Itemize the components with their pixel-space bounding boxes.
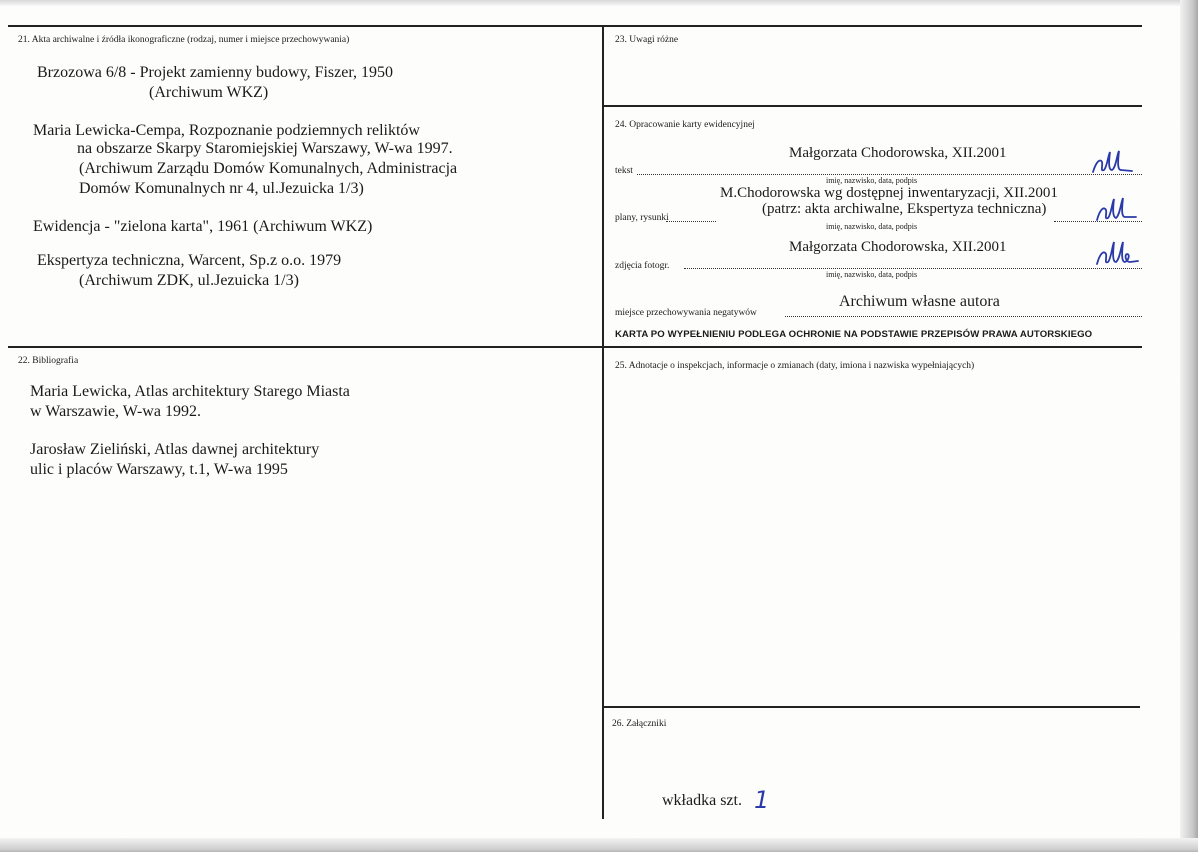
archive-entry-4-location: (Archiwum ZDK, ul.Jezuicka 1/3)	[79, 272, 299, 289]
signature-zdjecia	[1094, 238, 1140, 270]
signature-tekst	[1090, 148, 1134, 178]
scan-edge-bottom	[0, 838, 1198, 852]
archive-entry-4: Ekspertyza techniczna, Warcent, Sp.z o.o. 1979	[37, 252, 342, 269]
tekst-value: Małgorzata Chodorowska, XII.2001	[789, 145, 1007, 161]
archive-entry-1: Brzozowa 6/8 - Projekt zamienny budowy, Fiszer, 1950	[37, 64, 394, 81]
scan-edge-top	[0, 0, 1198, 6]
archive-entry-1-location: (Archiwum WKZ)	[149, 84, 269, 101]
bibliography-entry-1: Maria Lewicka, Atlas architektury Starego Miasta	[30, 383, 350, 400]
archive-entry-2-line3: (Archiwum Zarządu Domów Komunalnych, Administracja	[79, 160, 458, 177]
section-22-label: 22. Bibliografia	[18, 356, 79, 366]
top-rule	[8, 25, 1142, 27]
archive-entry-2: Maria Lewicka-Cempa, Rozpoznanie podziemnych reliktów	[33, 122, 420, 139]
tekst-label: tekst	[615, 166, 633, 176]
scan-edge-right	[1180, 0, 1198, 852]
zdjecia-dotted-line	[684, 268, 1142, 269]
section-23-label: 23. Uwagi różne	[615, 35, 679, 45]
tekst-dotted-line	[637, 174, 1142, 175]
section-26-label: 26. Załączniki	[612, 719, 667, 729]
copyright-notice: KARTA PO WYPEŁNIENIU PODLEGA OCHRONIE NA PODSTAWIE PRZEPISÓW PRAWA AUTORSKIEGO	[615, 329, 1093, 340]
section-25-label: 25. Adnotacje o inspekcjach, informacje o zmianach (daty, imiona i nazwiska wypełniających)	[615, 361, 975, 371]
zdjecia-value: Małgorzata Chodorowska, XII.2001	[789, 239, 1007, 255]
middle-rule	[8, 346, 1142, 348]
plany-sublabel: imię, nazwisko, data, podpis	[826, 222, 918, 231]
bibliography-entry-2-line2: ulic i placów Warszawy, t.1, W-wa 1995	[30, 461, 288, 478]
wkladka-label: wkładka szt.	[662, 792, 742, 809]
miejsce-value: Archiwum własne autora	[839, 293, 1000, 310]
plany-value-line2: (patrz: akta archiwalne, Ekspertyza techniczna)	[762, 201, 1047, 217]
plany-label: plany, rysunki	[615, 213, 669, 223]
section-25-26-divider	[604, 706, 1140, 708]
archive-entry-2-line4: Domów Komunalnych nr 4, ul.Jezuicka 1/3)	[79, 180, 364, 197]
zdjecia-label: zdjęcia fotogr.	[615, 261, 670, 271]
center-divider	[602, 25, 604, 819]
zdjecia-sublabel: imię, nazwisko, data, podpis	[826, 270, 918, 279]
plany-value-line1: M.Chodorowska wg dostępnej inwentaryzacji, XII.2001	[720, 185, 1058, 201]
section-24-label: 24. Opracowanie karty ewidencyjnej	[615, 120, 755, 130]
section-21-label: 21. Akta archiwalne i źródła ikonograficzne (rodzaj, numer i miejsce przechowywania)	[18, 35, 350, 45]
bibliography-entry-1-line2: w Warszawie, W-wa 1992.	[30, 403, 201, 420]
plany-dotted-line	[666, 221, 716, 222]
miejsce-dotted-line	[785, 316, 1142, 317]
signature-plany	[1094, 195, 1138, 225]
tekst-sublabel: imię, nazwisko, data, podpis	[826, 176, 918, 185]
wkladka-count: 1	[754, 786, 770, 814]
bibliography-entry-2: Jarosław Zieliński, Atlas dawnej architektury	[30, 441, 320, 458]
section-23-24-divider	[604, 105, 1142, 107]
archive-entry-2-line2: na obszarze Skarpy Staromiejskiej Warszawy, W-wa 1997.	[77, 140, 453, 157]
miejsce-label: miejsce przechowywania negatywów	[615, 308, 757, 318]
archive-entry-3: Ewidencja - "zielona karta", 1961 (Archiwum WKZ)	[33, 218, 373, 235]
